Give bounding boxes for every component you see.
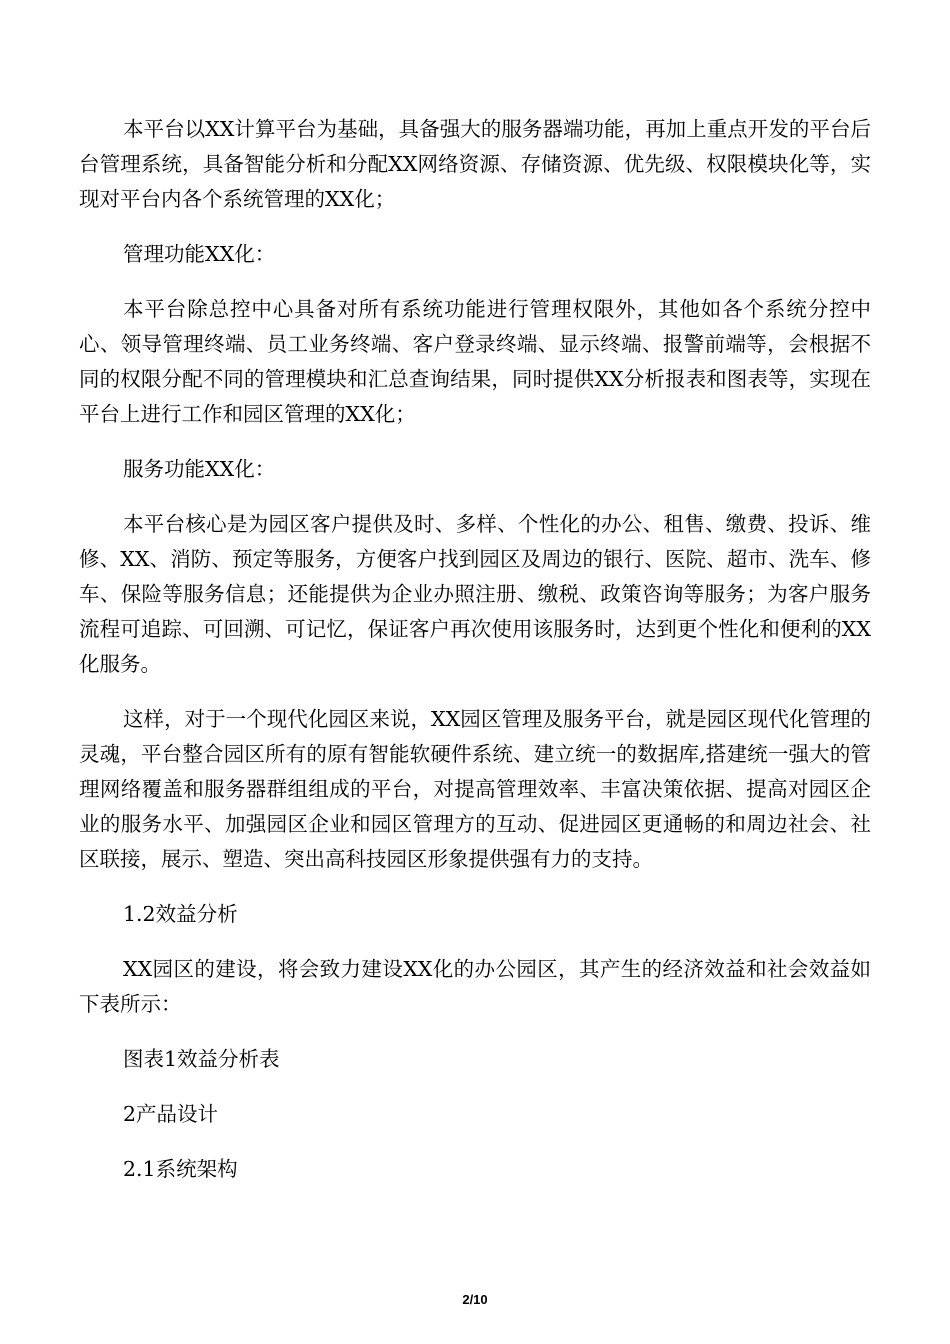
table-caption: 图表1效益分析表	[123, 1047, 280, 1071]
heading-service-function: 服务功能XX化：	[123, 457, 276, 481]
paragraph-service-function: 本平台核心是为园区客户提供及时、多样、个性化的办公、租售、缴费、投诉、维修、XX、消防、预定等服务，方便客户找到园区及周边的银行、医院、超市、洗车、修车、保险等服务信息；还能提供为企业办照注册、缴税、政策咨询等服务；为客户服务流程可追踪、可回溯、可记忆，保证客户再次使用该服务时，达到更个性化和便利的XX化服务。	[79, 512, 871, 676]
heading-management-function: 管理功能XX化：	[123, 242, 276, 266]
paragraph-platform-overview: 本平台以XX计算平台为基础，具备强大的服务器端功能，再加上重点开发的平台后台管理系统，具备智能分析和分配XX网络资源、存储资源、优先级、权限模块化等，实现对平台内各个系统管理的XX化；	[79, 117, 871, 211]
document-body	[79, 112, 871, 1207]
page-number: 2/10	[462, 1292, 488, 1307]
section-heading-product-design: 2产品设计	[123, 1102, 219, 1126]
paragraph-benefit-intro: XX园区的建设，将会致力建设XX化的办公园区，其产生的经济效益和社会效益如下表所示：	[79, 957, 871, 1016]
section-heading-benefit-analysis: 1.2效益分析	[123, 902, 238, 926]
paragraph-management-function: 本平台除总控中心具备对所有系统功能进行管理权限外，其他如各个系统分控中心、领导管理终端、员工业务终端、客户登录终端、显示终端、报警前端等，会根据不同的权限分配不同的管理模块和汇总查询结果，同时提供XX分析报表和图表等，实现在平台上进行工作和园区管理的XX化；	[79, 297, 871, 426]
paragraph-summary: 这样，对于一个现代化园区来说，XX园区管理及服务平台，就是园区现代化管理的灵魂，平台整合园区所有的原有智能软硬件系统、建立统一的数据库,搭建统一强大的管理网络覆盖和服务器群组组成的平台，对提高管理效率、丰富决策依据、提高对园区企业的服务水平、加强园区企业和园区管理方的互动、促进园区更通畅的和周边社会、社区联接，展示、塑造、突出高科技园区形象提供强有力的支持。	[79, 707, 871, 871]
section-heading-system-architecture: 2.1系统架构	[123, 1157, 238, 1181]
